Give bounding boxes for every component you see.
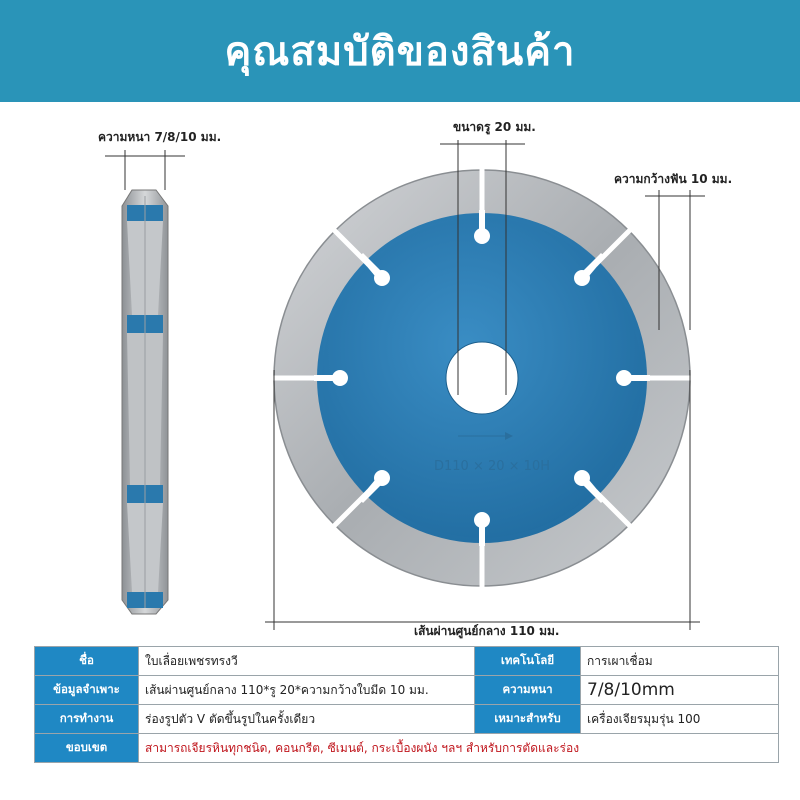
product-figure (0, 102, 800, 642)
spec-key: การทำงาน (35, 705, 139, 734)
blade-front-view (265, 140, 705, 630)
spec-value: ร่องรูปตัว V ตัดขึ้นรูปในครั้งเดียว (139, 705, 475, 734)
spec-value: การเผาเชื่อม (581, 647, 779, 676)
diameter-label: เส้นผ่านศูนย์กลาง 110 มม. (414, 624, 560, 638)
spec-key: ความหนา (475, 676, 581, 705)
spec-key: ชื่อ (35, 647, 139, 676)
table-row (35, 705, 779, 734)
spec-value: สามารถเจียรหินทุกชนิด, คอนกรีต, ซีเมนต์, กระเบื้องผนัง ฯลฯ สำหรับการตัดและร่อง (139, 734, 779, 763)
spec-key: เหมาะสำหรับ (475, 705, 581, 734)
blade-side-view (105, 150, 185, 614)
spec-value: เครื่องเจียรมุมรุ่น 100 (581, 705, 779, 734)
spec-key: ข้อมูลจำเพาะ (35, 676, 139, 705)
spec-key: ขอบเขต (35, 734, 139, 763)
spec-table (34, 646, 779, 763)
thickness-label: ความหนา 7/8/10 มม. (98, 130, 222, 144)
page-title: คุณสมบัติของสินค้า (224, 29, 576, 75)
spec-value: 7/8/10mm (581, 676, 779, 705)
table-row (35, 676, 779, 705)
title-banner (0, 0, 800, 102)
spec-value: ใบเลื่อยเพชรทรงวี (139, 647, 475, 676)
table-row (35, 647, 779, 676)
tooth-width-label: ความกว้างฟัน 10 มม. (614, 172, 733, 186)
bore-label: ขนาดรู 20 มม. (453, 120, 536, 134)
table-row (35, 734, 779, 763)
spec-value: เส้นผ่านศูนย์กลาง 110*รู 20*ความกว้างใบมีด 10 มม. (139, 676, 475, 705)
blade-marking: D110 × 20 × 10H (434, 459, 550, 474)
spec-key: เทคโนโลยี (475, 647, 581, 676)
